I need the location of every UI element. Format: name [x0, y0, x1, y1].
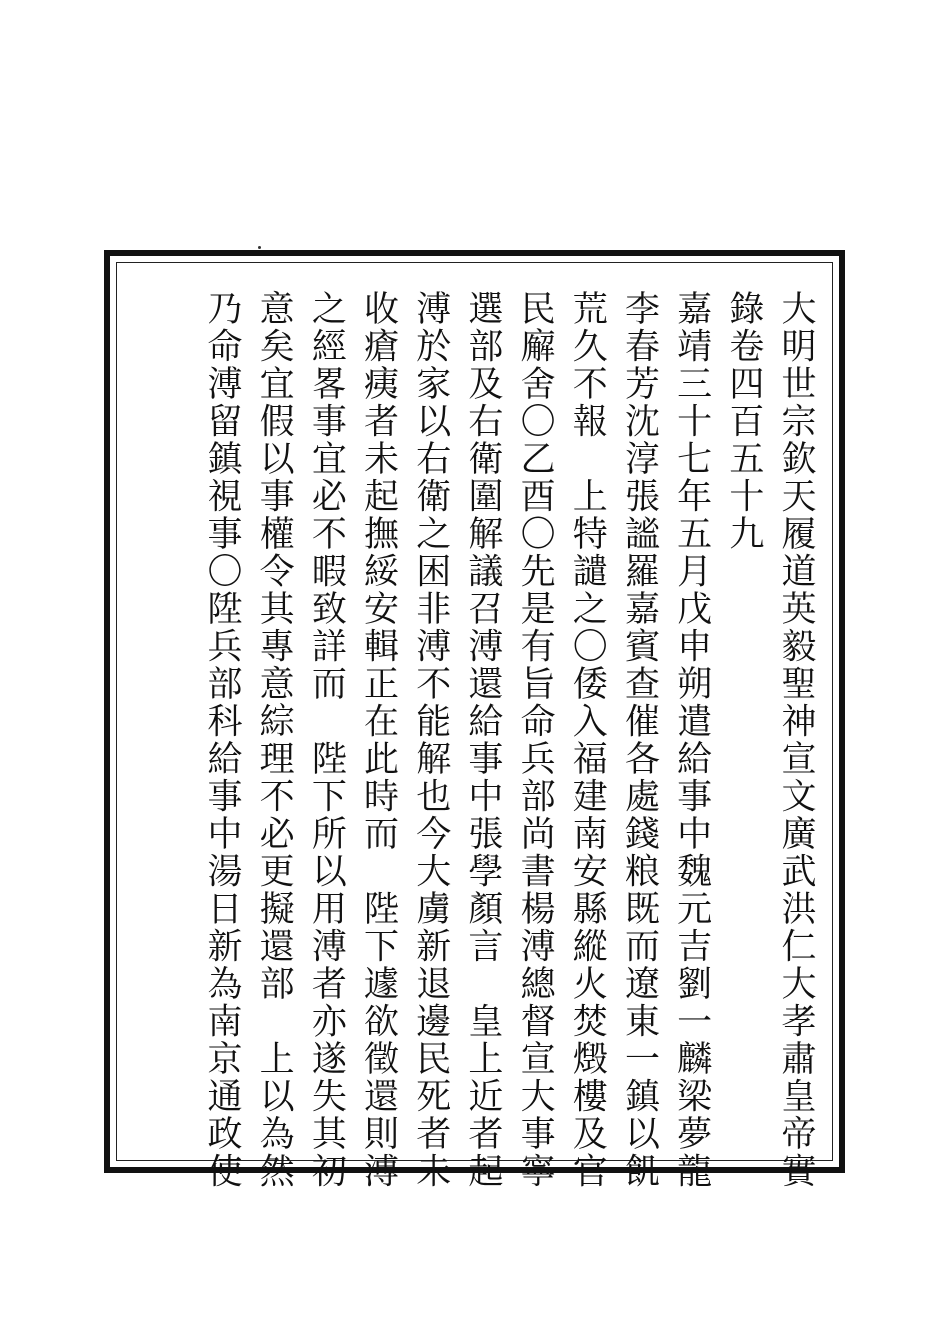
text-column-2: 錄卷四百五十九 [723, 290, 764, 553]
text-column-5: 荒久不報 上特譴之〇倭入福建南安縣縱火焚燬樓及官 [567, 290, 608, 1190]
text-column-7: 選部及右衛圍解議召溥還給事中張學顏言 皇上近者起 [462, 290, 503, 1190]
text-column-10: 之經畧事宜必不暇致詳而 陛下所以用溥者亦遂失其初 [306, 290, 347, 1190]
scan-speck [258, 246, 261, 249]
text-column-6: 民廨舍〇乙酉〇先是有旨命兵部尚書楊溥總督宣大事寧 [515, 290, 556, 1190]
text-column-8: 溥於家以右衛之困非溥不能解也今大虜新退邊民死者未 [410, 290, 451, 1190]
text-body [142, 290, 822, 1190]
text-column-9: 收瘡痍者未起撫綏安輯正在此時而 陛下遽欲徵還則溥 [358, 290, 399, 1190]
text-column-12: 乃命溥留鎮視事〇陞兵部科給事中湯日新為南京通政使 [201, 290, 242, 1190]
text-column-3: 嘉靖三十七年五月戊申朔遣給事中魏元吉劉一麟梁夢龍 [671, 290, 712, 1190]
text-column-11: 意矣宜假以事權令其專意綜理不必更擬還部 上以為然 [254, 290, 295, 1190]
text-column-1: 大明世宗欽天履道英毅聖神宣文廣武洪仁大孝肅皇帝實 [776, 290, 816, 1190]
text-column-4: 李春芳沈淳張謐羅嘉賓查催各處錢粮既而遼東一鎮以飢 [619, 290, 660, 1190]
